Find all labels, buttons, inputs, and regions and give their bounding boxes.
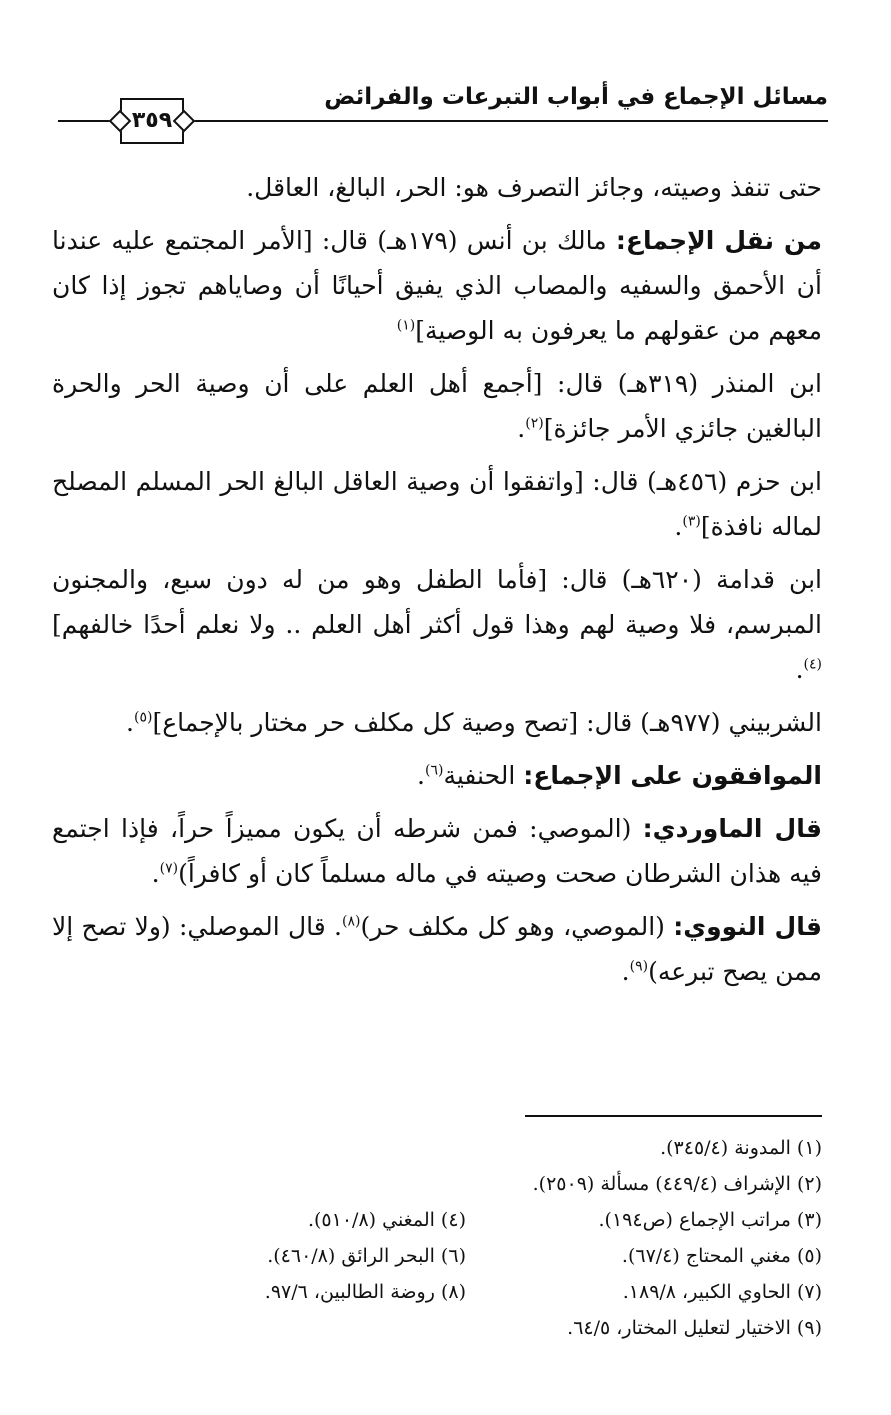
footnote: (٤) المغني (٥١٠/٨). — [307, 1209, 466, 1231]
paragraph: الشربيني (٩٧٧هـ) قال: [تصح وصية كل مكلف حر مختار بالإجماع]$^{(٥)}$. — [126, 708, 822, 737]
footnote-separator — [525, 1115, 822, 1117]
paragraph-text: . قال الموصلي: (ولا تصح إلا ممن يصح تبرعه) — [52, 912, 822, 986]
main-text — [52, 165, 822, 1002]
footnote-row — [110, 1130, 822, 1166]
paragraph: قال النووي: (الموصي، وهو كل مكلف حر)$^{(٨)}$. قال الموصلي: (ولا تصح إلا ممن يصح تبرعه)$^{(٩)}$. — [52, 912, 823, 986]
footnote: (٧) الحاوي الكبير، ١٨٩/٨. — [622, 1281, 822, 1303]
footnote-ref: (٦) — [424, 762, 444, 779]
paragraph — [52, 165, 822, 210]
paragraph: ابن قدامة (٦٢٠هـ) قال: [فأما الطفل وهو من له دون سبع، والمجنون المبرسم، فلا وصية لهم وهذا قول أكثر أهل العلم .. ولا نعلم أحدًا خالفهم]$^{(٤)}$. — [52, 565, 822, 684]
paragraph: ابن حزم (٤٥٦هـ) قال: [واتفقوا أن وصية العاقل البالغ الحر المسلم المصلح لماله نافذة]$^{(٣)}$. — [52, 467, 823, 541]
paragraph-heading: الموافقون على الإجماع: — [523, 761, 822, 790]
footnote-ref: (٥) — [133, 709, 153, 726]
paragraph-heading: قال الماوردي: — [642, 814, 822, 843]
paragraph-text: الشربيني (٩٧٧هـ) قال: [تصح وصية كل مكلف حر مختار بالإجماع] — [152, 708, 822, 737]
paragraph-text: مالك بن أنس (١٧٩هـ) قال: [الأمر المجتمع عليه عندنا أن الأحمق والسفيه والمصاب الذي يفيق أحيانًا أن وصاياهم تجوز إذا كان معهم من عقولهم ما يعرفون به الوصية] — [52, 226, 822, 345]
page-header — [58, 78, 828, 148]
running-title: مسائل الإجماع في أبواب التبرعات والفرائض — [324, 84, 828, 110]
footnote-ref: (٣) — [682, 513, 701, 530]
footnote: (٦) البحر الرائق (٤٦٠/٨). — [267, 1245, 466, 1267]
paragraph-text: الحنفية — [443, 761, 524, 790]
paragraph-text: حتى تنفذ وصيته، وجائز التصرف هو: الحر، البالغ، العاقل. — [246, 173, 822, 202]
footnote: (٥) مغني المحتاج (٦٧/٤). — [621, 1245, 822, 1267]
footnote-ref: (٩) — [629, 958, 649, 975]
footnote: (٩) الاختيار لتعليل المختار، ٦٤/٥. — [567, 1317, 822, 1339]
footnote-row — [110, 1202, 822, 1238]
paragraph-heading: قال النووي: — [673, 912, 823, 941]
footnote-row — [110, 1166, 822, 1202]
footnote: (٨) روضة الطالبين، ٩٧/٦. — [264, 1281, 466, 1303]
page-number: ٣٥٩ — [120, 98, 184, 144]
paragraph — [52, 218, 822, 353]
footnote-ref: (٤) — [803, 656, 822, 673]
paragraph: الموافقون على الإجماع: الحنفية$^{(٦)}$. — [417, 761, 822, 790]
footnote — [110, 1166, 466, 1202]
paragraph-text: (الموصي، وهو كل مكلف حر) — [360, 912, 674, 941]
footnote-ref: (٢) — [525, 415, 544, 432]
footnote: (٣) مراتب الإجماع (ص١٩٤). — [598, 1209, 822, 1231]
footnote-row — [110, 1274, 822, 1310]
paragraph: قال الماوردي: (الموصي: فمن شرطه أن يكون مميزاً حراً، فإذا اجتمع فيه هذان الشرطان صحت وصيته في ماله مسلماً كان أو كافراً)$^{(٧)}$. — [52, 814, 822, 888]
paragraph-text: ابن قدامة (٦٢٠هـ) قال: [فأما الطفل وهو من له دون سبع، والمجنون المبرسم، فلا وصية لهم وهذا قول أكثر أهل العلم .. ولا نعلم أحدًا خالفهم] — [52, 565, 822, 639]
paragraph: ابن المنذر (٣١٩هـ) قال: [أجمع أهل العلم على أن وصية الحر والحرة البالغين جائزي الأمر جائزة]$^{(٢)}$. — [52, 369, 822, 443]
paragraph-text: ابن حزم (٤٥٦هـ) قال: [واتفقوا أن وصية العاقل البالغ الحر المسلم المصلح لماله نافذة] — [52, 467, 823, 541]
footnote-ref: (٨) — [342, 913, 361, 930]
footnote: (٢) الإشراف (٤٤٩/٤) مسألة (٢٥٠٩). — [532, 1173, 822, 1195]
footnote-ref: (٧) — [159, 860, 179, 877]
footnote-ref: (١) — [396, 317, 416, 334]
footnotes — [110, 1130, 822, 1346]
footnote — [110, 1310, 466, 1346]
paragraph-text: ابن المنذر (٣١٩هـ) قال: [أجمع أهل العلم على أن وصية الحر والحرة البالغين جائزي الأمر جائزة] — [52, 369, 822, 443]
footnote: (١) المدونة (٣٤٥/٤). — [660, 1137, 822, 1159]
paragraph-heading: من نقل الإجماع: — [615, 226, 822, 255]
paragraph-text: (الموصي: فمن شرطه أن يكون مميزاً حراً، فإذا اجتمع فيه هذان الشرطان صحت وصيته في ماله مسلماً كان أو كافراً) — [52, 814, 822, 888]
footnote — [110, 1130, 466, 1166]
footnote-row — [110, 1238, 822, 1274]
footnote-row — [110, 1310, 822, 1346]
